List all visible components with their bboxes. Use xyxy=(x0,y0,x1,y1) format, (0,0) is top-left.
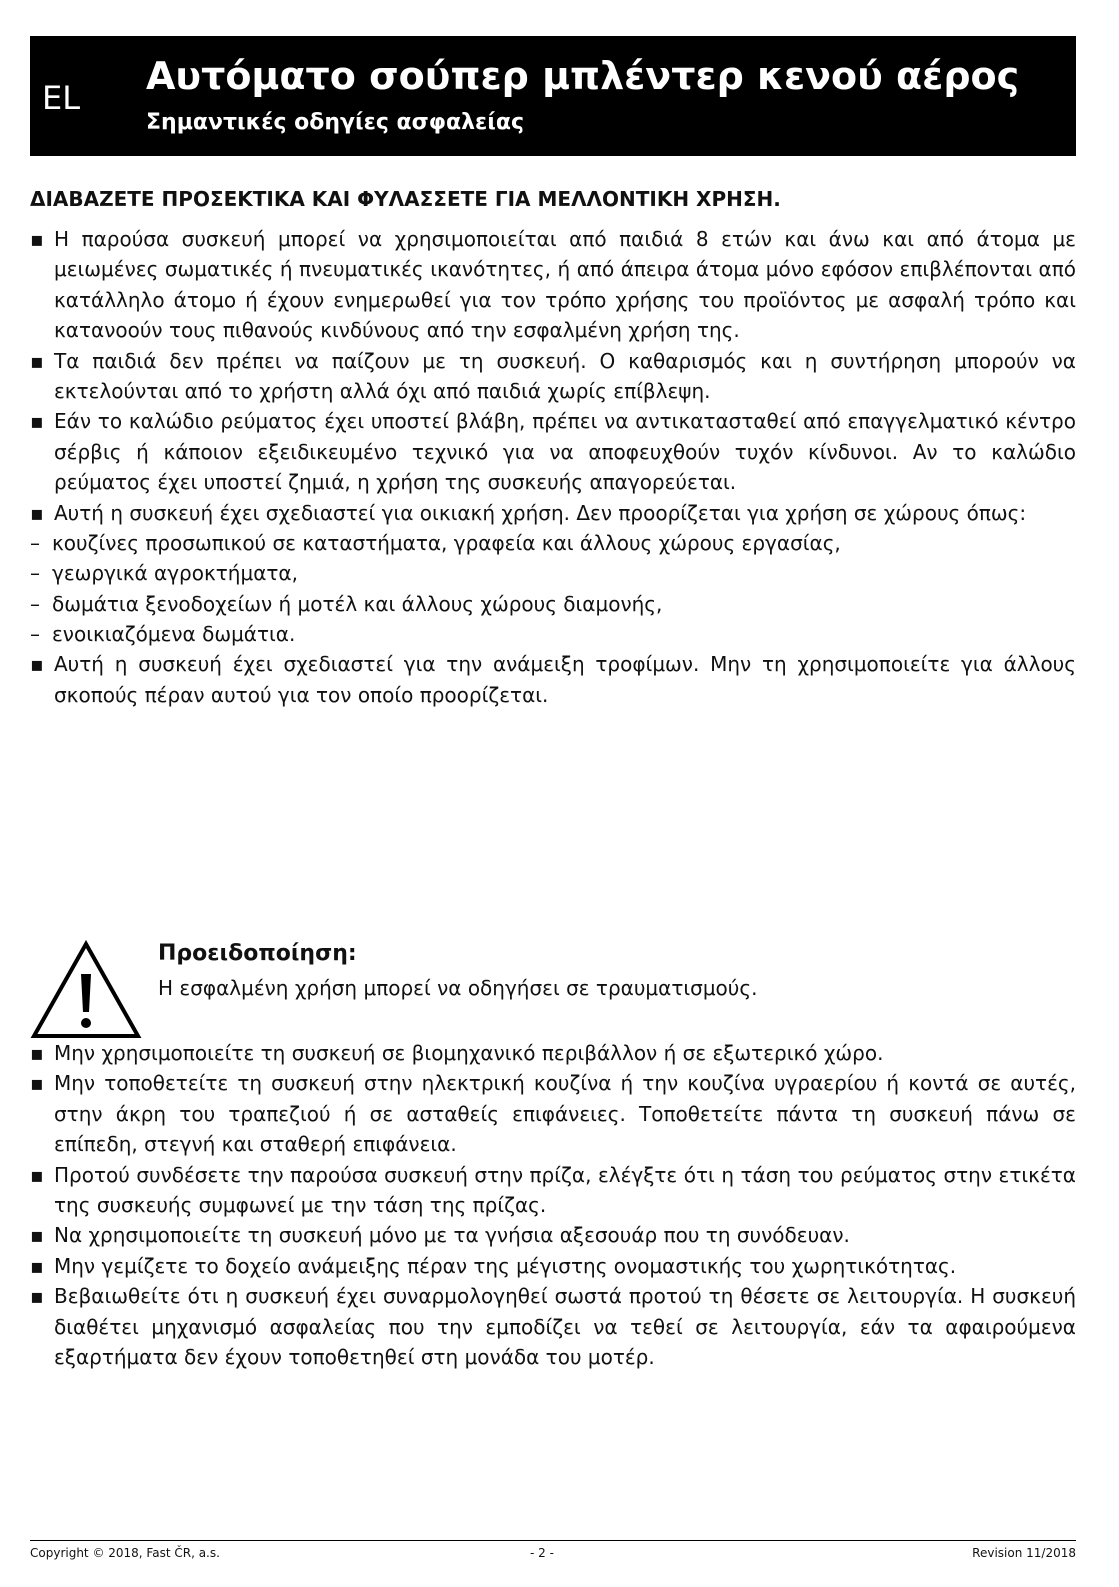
list-item-text: Αυτή η συσκευή έχει σχεδιαστεί για την ανάμειξη τροφίμων. Μην τη χρησιμοποιείτε για άλλους σκοπούς πέραν αυτού για τον οποίο προορίζεται. xyxy=(54,652,1076,707)
list-item-text: Βεβαιωθείτε ότι η συσκευή έχει συναρμολογηθεί σωστά προτού τη θέσετε σε λειτουργία. Η συσκευή διαθέτει μηχανισμό ασφαλείας που την εμποδίζει να τεθεί σε λειτουργία, εάν τα αφαιρούμενα εξαρτήματα δεν έχουν τοποθετηθεί στη μονάδα του μοτέρ. xyxy=(54,1284,1076,1369)
list-item xyxy=(30,649,1076,710)
footer-divider xyxy=(30,1540,1076,1541)
sub-list-item-text: γεωργικά αγροκτήματα, xyxy=(52,561,298,586)
list-item xyxy=(30,1038,1076,1068)
sub-list-item-text: δωμάτια ξενοδοχείων ή μοτέλ και άλλους χώρους διαμονής, xyxy=(52,591,663,616)
list-item-text: Αυτή η συσκευή έχει σχεδιαστεί για οικιακή χρήση. Δεν προορίζεται για χρήση σε χώρους όπως: xyxy=(54,500,1027,525)
list-item-text: Να χρησιμοποιείτε τη συσκευή μόνο με τα γνήσια αξεσουάρ που τη συνόδευαν. xyxy=(54,1223,850,1248)
list-item-text: Τα παιδιά δεν πρέπει να παίζουν με τη συσκευή. Ο καθαρισμός και η συντήρηση μπορούν να εκτελούνται από το χρήστη αλλά όχι από παιδιά χωρίς επίβλεψη. xyxy=(54,348,1076,403)
bullet-icon: ▪ xyxy=(30,500,44,525)
list-item xyxy=(30,1068,1076,1159)
warning-title: Προειδοποίηση: xyxy=(158,941,357,966)
footer-page-number: - 2 - xyxy=(530,1546,554,1560)
intro-heading: ΔΙΑΒΑΖΕΤΕ ΠΡΟΣΕΚΤΙΚΑ ΚΑΙ ΦΥΛΑΣΣΕΤΕ ΓΙΑ ΜΕΛΛΟΝΤΙΚΗ ΧΡΗΣΗ. xyxy=(30,187,781,211)
bullet-icon: ▪ xyxy=(30,348,44,373)
list-item-text: Μην γεμίζετε το δοχείο ανάμειξης πέραν της μέγιστης ονομαστικής του χωρητικότητας. xyxy=(54,1253,957,1278)
bullet-icon: ▪ xyxy=(30,1162,44,1187)
sub-list-item xyxy=(30,589,1076,619)
list-item-text: Μην χρησιμοποιείτε τη συσκευή σε βιομηχανικό περιβάλλον ή σε εξωτερικό χώρο. xyxy=(54,1041,884,1065)
footer-revision: Revision 11/2018 xyxy=(972,1546,1076,1560)
list-item-text: Προτού συνδέσετε την παρούσα συσκευή στην πρίζα, ελέγξτε ότι η τάση του ρεύματος στην ετικέτα της συσκευής συμφωνεί με την τάση της πρίζας. xyxy=(54,1162,1076,1217)
list-item xyxy=(30,1251,1076,1281)
warning-box xyxy=(30,940,1076,1040)
list-item xyxy=(30,1220,1076,1250)
dash-icon: – xyxy=(30,561,40,586)
language-code: EL xyxy=(42,79,81,117)
sub-list-item xyxy=(30,528,1076,558)
dash-icon: – xyxy=(30,622,40,647)
bullet-icon: ▪ xyxy=(30,1223,44,1248)
document-title: Αυτόματο σούπερ μπλέντερ κενού αέρος xyxy=(146,54,1020,98)
bullet-icon: ▪ xyxy=(30,1253,44,1278)
list-item-text: Η παρούσα συσκευή μπορεί να χρησιμοποιείται από παιδιά 8 ετών και άνω και από άτομα με μειωμένες σωματικές ή πνευματικές ικανότητες, ή από άπειρα άτομα μόνο εφόσον επιβλέπονται από κατάλληλο άτομο ή έχουν ενημερωθεί για τον τρόπο χρήσης του προϊόντος με ασφαλή τρόπο και κατανοούν τους πιθανούς κινδύνους από την εσφαλμένη χρήση της. xyxy=(54,227,1076,343)
list-item xyxy=(30,498,1076,528)
document-subtitle: Σημαντικές οδηγίες ασφαλείας xyxy=(146,110,525,135)
dash-icon: – xyxy=(30,591,40,616)
bullet-icon: ▪ xyxy=(30,227,44,251)
list-item xyxy=(30,1160,1076,1221)
list-item xyxy=(30,224,1076,346)
header-bar xyxy=(30,36,1076,156)
footer-copyright: Copyright © 2018, Fast ČR, a.s. xyxy=(30,1546,220,1560)
bullet-icon: ▪ xyxy=(30,409,44,434)
list-item xyxy=(30,1281,1076,1372)
warning-text: Η εσφαλμένη χρήση μπορεί να οδηγήσει σε τραυματισμούς. xyxy=(158,976,758,1000)
bullet-icon: ▪ xyxy=(30,1041,44,1065)
sub-list-item xyxy=(30,619,1076,649)
safety-list-1 xyxy=(30,224,1076,710)
bullet-icon: ▪ xyxy=(30,1284,44,1309)
list-item-text: Μην τοποθετείτε τη συσκευή στην ηλεκτρική κουζίνα ή την κουζίνα υγραερίου ή κοντά σε αυτές, στην άκρη του τραπεζιού ή σε ασταθείς επιφάνειες. Τοποθετείτε πάντα τη συσκευή πάνω σε επίπεδη, στεγνή και σταθερή επιφάνεια. xyxy=(54,1071,1076,1157)
warning-triangle-icon xyxy=(30,940,142,1040)
list-item xyxy=(30,346,1076,407)
safety-list-2 xyxy=(30,1038,1076,1372)
sub-list-item xyxy=(30,558,1076,588)
sub-list-item-text: ενοικιαζόμενα δωμάτια. xyxy=(52,622,296,647)
list-item xyxy=(30,406,1076,497)
list-item-text: Εάν το καλώδιο ρεύματος έχει υποστεί βλάβη, πρέπει να αντικατασταθεί από επαγγελματικό κέντρο σέρβις ή κάποιον εξειδικευμένο τεχνικό για να αποφευχθούν τυχόν κίνδυνοι. Αν το καλώδιο ρεύματος έχει υποστεί ζημιά, η χρήση της συσκευής απαγορεύεται. xyxy=(54,409,1076,495)
sub-list-item-text: κουζίνες προσωπικού σε καταστήματα, γραφεία και άλλους χώρους εργασίας, xyxy=(52,530,841,555)
dash-icon: – xyxy=(30,530,40,555)
bullet-icon: ▪ xyxy=(30,1071,44,1096)
bullet-icon: ▪ xyxy=(30,652,44,677)
